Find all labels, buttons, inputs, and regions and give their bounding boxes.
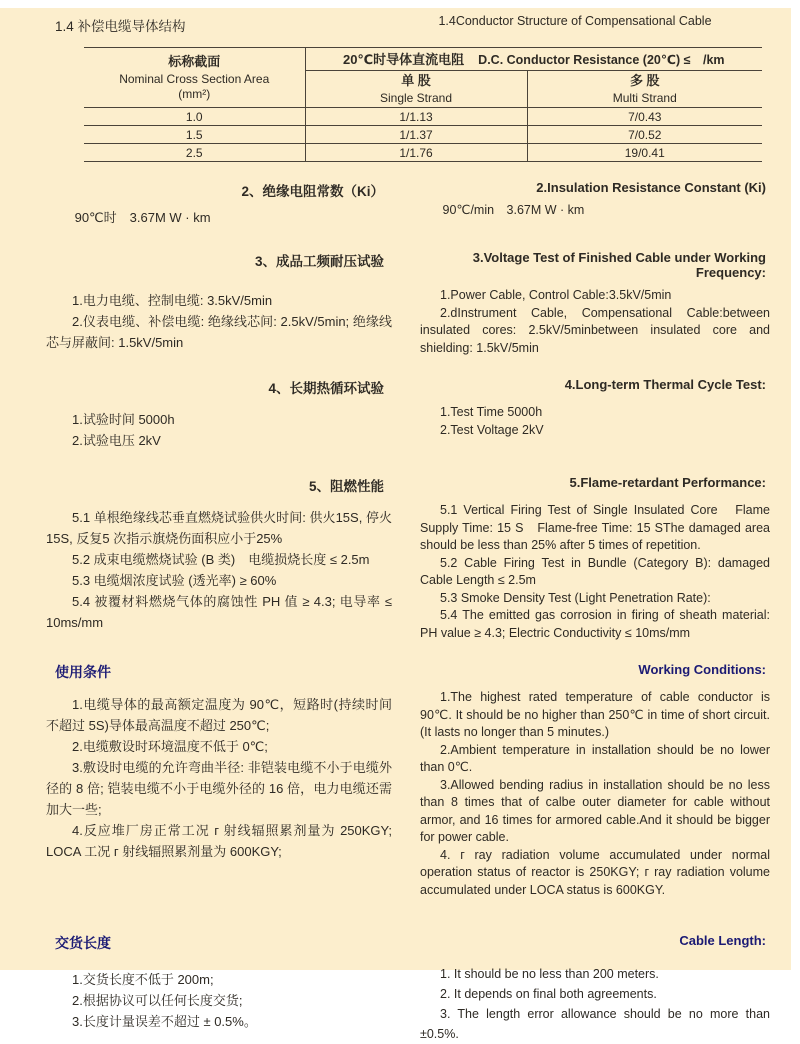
section3-heading-zh: 3、成品工频耐压试验: [254, 254, 384, 269]
section4-left: [46, 377, 392, 451]
catalog-page: [0, 8, 791, 1041]
header-multi-en: Multi Strand: [612, 91, 677, 105]
section5-left: [46, 475, 392, 633]
cell-single: 1/1.37: [305, 126, 527, 144]
cell-multi: 7/0.43: [527, 108, 762, 126]
section3-right: [420, 250, 770, 357]
section4-item-en: 2.Test Voltage 2kV: [440, 422, 544, 437]
header-area-zh: 标称截面: [168, 54, 221, 69]
section3-left: [46, 250, 392, 353]
section-cable-length: [0, 933, 791, 1044]
working-heading-zh: 使用条件: [55, 664, 111, 680]
working-item-zh: 4.反应堆厂房正常工况 г 射线辐照累剂量为 250KGY; LOCA 工况 г 射线辐照累剂量为 600KGY;: [46, 823, 392, 859]
header-resistance-zh: 20℃时导体直流电阻: [342, 52, 465, 67]
length-right: [420, 933, 770, 1044]
section2-value-en: 90℃/min 3.67M W · km: [442, 203, 585, 217]
header-resistance-en: D.C. Conductor Resistance (20℃) ≤ /km: [478, 53, 725, 67]
section2-right: [420, 180, 770, 220]
length-item-zh: 2.根据协议可以任何长度交货;: [72, 993, 243, 1008]
table-row: [84, 108, 762, 126]
section-insulation-resistance: [0, 180, 791, 228]
cell-multi: 7/0.52: [527, 126, 762, 144]
length-heading-zh: 交货长度: [55, 935, 111, 951]
cell-single: 1/1.76: [305, 144, 527, 162]
working-right: [420, 662, 770, 899]
working-item-en: 3.Allowed bending radius in installation should be no less than 8 times that of calbe outer diameter for cable without armor, and 16 times for armored cable.And it should be bigger for power cable.: [420, 777, 770, 844]
section3-item-en: 2.dInstrument Cable, Compensational Cable:between insulated cores: 2.5kV/5minbetween insulated core and shielding: 1.5kV/5min: [420, 305, 770, 355]
section3-item-zh: 2.仪表电缆、补偿电缆: 绝缘线芯间: 2.5kV/5min; 绝缘线芯与屏蔽间: 1.5kV/5min: [46, 314, 392, 350]
working-item-en: 2.Ambient temperature in installation should be no lower than 0℃.: [420, 742, 770, 774]
header-area-en: Nominal Cross Section Area: [119, 72, 270, 86]
length-item-en: 2. It depends on final both agreements.: [440, 987, 657, 1001]
header-single-en: Single Strand: [379, 91, 453, 105]
section4-item-zh: 2.试验电压 2kV: [72, 433, 161, 448]
header-single-zh: 单 股: [401, 73, 431, 88]
section5-heading-zh: 5、阻燃性能: [308, 479, 384, 494]
section4-item-en: 1.Test Time 5000h: [440, 405, 543, 419]
working-heading-en: Working Conditions:: [638, 662, 766, 677]
section5-heading-en: 5.Flame-retardant Performance:: [569, 475, 766, 490]
cell-multi: 19/0.41: [624, 145, 665, 160]
working-item-zh: 1.电缆导体的最高额定温度为 90℃，短路时(持续时间不超过 5S)导体最高温度不超过 250℃;: [46, 697, 392, 733]
header-nominal-cross-section: [84, 48, 305, 108]
section5-item-en: 5.4 The emitted gas corrosion in firing of sheath material: PH value ≥ 4.3; Electric Conductivity ≤ 10ms/mm: [420, 608, 770, 640]
section5-right: [420, 475, 770, 642]
section5-item-en: 5.3 Smoke Density Test (Light Penetration Rate):: [440, 590, 711, 605]
length-item-en: 1. It should be no less than 200 meters.: [440, 967, 659, 981]
section5-item-zh: 5.4 被覆材料燃烧气体的腐蚀性 PH 值 ≥ 4.3; 电导率 ≤ 10ms/mm: [46, 594, 392, 630]
section-working-conditions: [0, 662, 791, 899]
page-title-en: 1.4Conductor Structure of Compensational Cable: [438, 14, 712, 28]
conductor-structure-table: [84, 47, 762, 162]
section5-item-zh: 5.2 成束电缆燃烧试验 (B 类) 电缆损烧长度 ≤ 2.5m: [72, 552, 370, 567]
working-item-zh: 2.电缆敷设时环境温度不低于 0℃;: [72, 739, 268, 754]
section-flame-retardant: [0, 475, 791, 642]
section4-heading-en: 4.Long-term Thermal Cycle Test:: [564, 377, 766, 392]
header-multi-zh: 多 股: [629, 73, 660, 88]
working-item-en: 1.The highest rated temperature of cable conductor is 90℃. It should be no higher than 250℃ in time of short circuit. (It lasts no longer than 5 minutes.): [420, 690, 770, 739]
length-item-zh: 1.交货长度不低于 200m;: [72, 972, 214, 987]
header-dc-resistance: [305, 48, 762, 71]
section-voltage-test: [0, 250, 791, 357]
section2-left: [46, 180, 392, 228]
header-multi-strand: [527, 71, 762, 108]
cell-single: 1/1.13: [305, 108, 527, 126]
working-item-en: 4. г ray radiation volume accumulated under normal operation status of reactor is 250KGY; г ray radiation volume accumulated under LOCA status is 600KGY.: [420, 847, 770, 897]
section2-value-zh: 90℃时 3.67M W · km: [74, 210, 211, 225]
section2-heading-zh: 2、绝缘电阻常数（Ki）: [241, 184, 384, 199]
section4-right: [420, 377, 770, 439]
page-title-zh: 1.4 补偿电缆导体结构: [55, 19, 186, 34]
length-left: [46, 933, 392, 1032]
page-header: [0, 8, 791, 41]
table-row: [84, 126, 762, 144]
section5-item-zh: 5.3 电缆烟浓度试验 (透光率) ≥ 60%: [72, 573, 277, 588]
cell-area: 1.0: [84, 108, 305, 126]
working-left: [46, 662, 392, 862]
table-row: [84, 144, 762, 162]
section4-heading-zh: 4、长期热循环试验: [268, 381, 384, 396]
section5-item-en: 5.2 Cable Firing Test in Bundle (Category B): damaged Cable Length ≤ 2.5m: [420, 555, 770, 587]
cell-area: 1.5: [84, 126, 305, 144]
working-item-zh: 3.敷设时电缆的允许弯曲半径: 非铠装电缆不小于电缆外径的 8 倍; 铠装电缆不小于电缆外径的 16 倍，电力电缆还需加大一些;: [46, 760, 392, 817]
section3-item-en: 1.Power Cable, Control Cable:3.5kV/5min: [440, 288, 672, 302]
length-item-zh: 3.长度计量误差不超过 ± 0.5%。: [72, 1014, 257, 1029]
length-heading-en: Cable Length:: [679, 933, 766, 948]
length-item-en: 3. The length error allowance should be no more than ±0.5%.: [420, 1007, 770, 1041]
section5-item-zh: 5.1 单根绝缘线芯垂直燃烧试验供火时间: 供火15S, 停火15S, 反复5 次指示旗烧伤面积应小于25%: [46, 510, 392, 546]
section2-heading-en: 2.Insulation Resistance Constant (Ki): [536, 180, 766, 195]
table-header-row-1: [84, 48, 762, 71]
section4-item-zh: 1.试验时间 5000h: [72, 412, 175, 427]
header-area-unit: (mm²): [178, 87, 211, 101]
cell-area: 2.5: [84, 144, 305, 162]
section5-item-en: 5.1 Vertical Firing Test of Single Insulated Core Flame Supply Time: 15 S Flame-free Time: 15 SThe damaged area should be less than 25% after 5 times of repetition.: [420, 503, 770, 552]
section3-heading-en: 3.Voltage Test of Finished Cable under Working Frequency:: [472, 250, 766, 280]
section3-item-zh: 1.电力电缆、控制电缆: 3.5kV/5min: [72, 293, 273, 308]
header-single-strand: [305, 71, 527, 108]
section-thermal-cycle: [0, 377, 791, 451]
